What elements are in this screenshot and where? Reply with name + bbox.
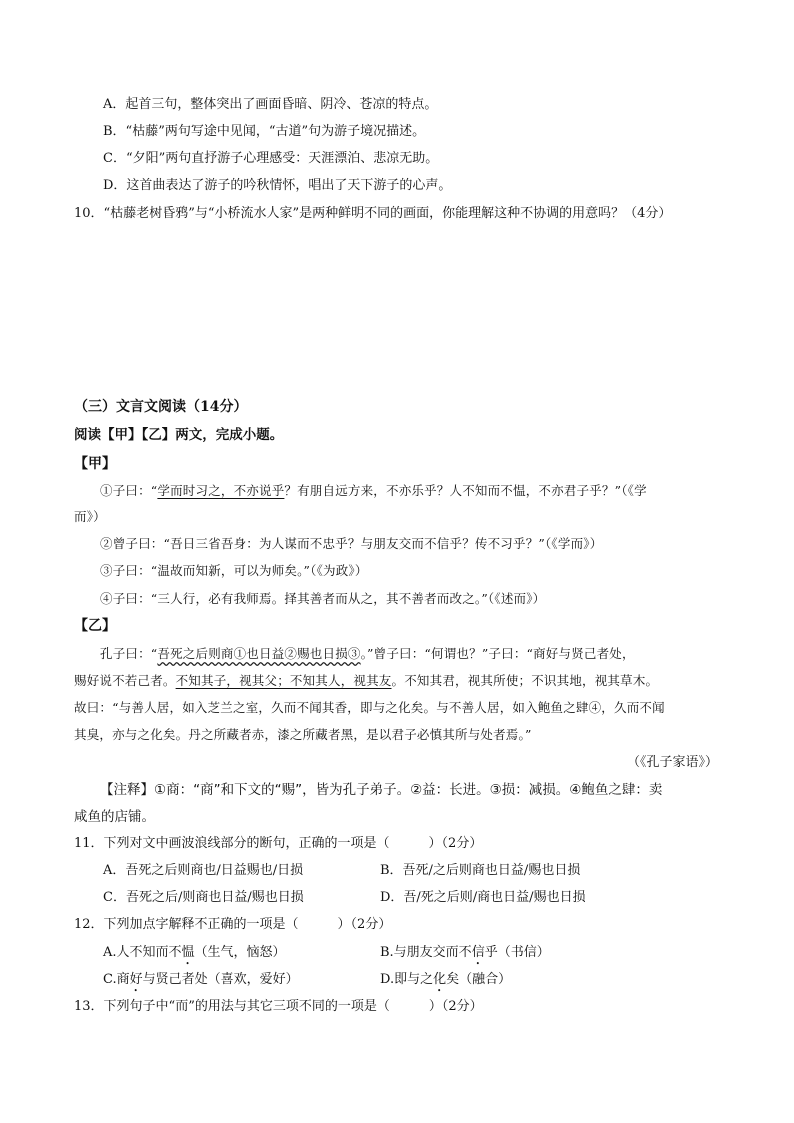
annotation-line-1: 【注释】①商：“商”和下文的“赐”，皆为孔子弟子。②益：长进。③损：减损。④鲍鱼之肆：卖	[100, 782, 663, 798]
question-11: 11．下列对文中画波浪线部分的断句，正确的一项是（ ）（2分）	[74, 836, 483, 851]
jia-paragraph-2: ②曾子曰：“吾日三省吾身：为人谋而不忠乎？与朋友交而不信乎？传不习乎？”（《学而》）	[100, 536, 603, 551]
question-10: 10．“枯藤老树昏鸦”与“小桥流水人家”是两种鲜明不同的画面，你能理解这种不协调的用意吗？（4分）	[74, 206, 672, 221]
q12-option-a: A.人不知而不愠（生气，恼怒）	[103, 945, 286, 960]
q12-option-c: C.商好与贤己者处（喜欢，爱好）	[103, 972, 299, 987]
q11-option-a: A．吾死之后则商也/日益赐也/日损	[103, 863, 304, 878]
q9-option-c: C．“夕阳”两句直抒游子心理感受：天涯漂泊、悲凉无助。	[103, 151, 439, 166]
section-heading: （三）文言文阅读（14分）	[74, 399, 248, 415]
jia-paragraph-3: ③子曰：“温故而知新，可以为师矣。”（《为政》）	[100, 563, 368, 578]
yi-line-2: 赐好说不若己者。不知其子，视其父；不知其人，视其友。不知其君，视其所使；不识其地，视其草木。	[74, 673, 659, 688]
yi-line-4: 其臭，亦与之化矣。丹之所藏者赤，漆之所藏者黑，是以君子必慎其所与处者焉。”	[74, 727, 532, 742]
question-13: 13．下列句子中“而”的用法与其它三项不同的一项是（ ）（2分）	[74, 999, 483, 1014]
q11-option-b: B．吾死/之后则商也日益/赐也日损	[380, 863, 581, 878]
underlined-phrase: 学而时习之，不亦说乎	[157, 483, 285, 498]
jia-paragraph-1-cont: 而》）	[74, 509, 106, 524]
yi-line-1: 孔子曰：“吾死之后则商①也日益②赐也日损③。”曾子曰：“何谓也？”子曰：“商好与贤己者处，	[100, 646, 635, 661]
yi-source: （《孔子家语》）	[626, 755, 718, 770]
dotted-char: 愠	[181, 945, 195, 960]
underlined-phrase: 不知其子，视其父；不知其人，视其友	[175, 673, 392, 688]
q11-option-c: C．吾死之后/则商也日益/赐也日损	[103, 890, 304, 905]
section-instruction: 阅读【甲】【乙】两文，完成小题。	[74, 427, 284, 443]
jia-label: 【甲】	[74, 456, 116, 472]
yi-label: 【乙】	[74, 618, 116, 634]
q11-option-d: D．吾/死之后则/商也日益/赐也日损	[380, 890, 586, 905]
q12-option-b: B.与朋友交而不信乎（书信）	[380, 945, 550, 960]
q9-option-d: D．这首曲表达了游子的吟秋情怀，唱出了天下游子的心声。	[103, 178, 452, 193]
q9-option-b: B．“枯藤”两句写途中见闻，“古道”句为游子境况描述。	[103, 124, 426, 139]
yi-line-3: 故曰：“与善人居，如入芝兰之室，久而不闻其香，即与之化矣。与不善人居，如入鲍鱼之肆④，久而不闻	[74, 700, 665, 715]
q12-option-d: D.即与之化矣（融合）	[380, 972, 512, 987]
wavy-underlined-phrase: 吾死之后则商①也日益②赐也日损③	[157, 646, 361, 661]
annotation-line-2: 咸鱼的店铺。	[74, 809, 155, 825]
jia-paragraph-1: ①子曰：“学而时习之，不亦说乎？有朋自远方来，不亦乐乎？人不知而不愠，不亦君子乎？”（《学	[100, 483, 647, 498]
question-12: 12．下列加点字解释不正确的一项是（ ）（2分）	[74, 917, 392, 932]
jia-paragraph-4: ④子曰：“三人行，必有我师焉。择其善者而从之，其不善者而改之。”（《述而》）	[100, 591, 546, 606]
dotted-char: 化	[433, 972, 447, 987]
dotted-char: 好	[129, 972, 143, 987]
dotted-char: 信	[471, 945, 485, 960]
q9-option-a: A．起首三句，整体突出了画面昏暗、阴冷、苍凉的特点。	[103, 97, 438, 112]
